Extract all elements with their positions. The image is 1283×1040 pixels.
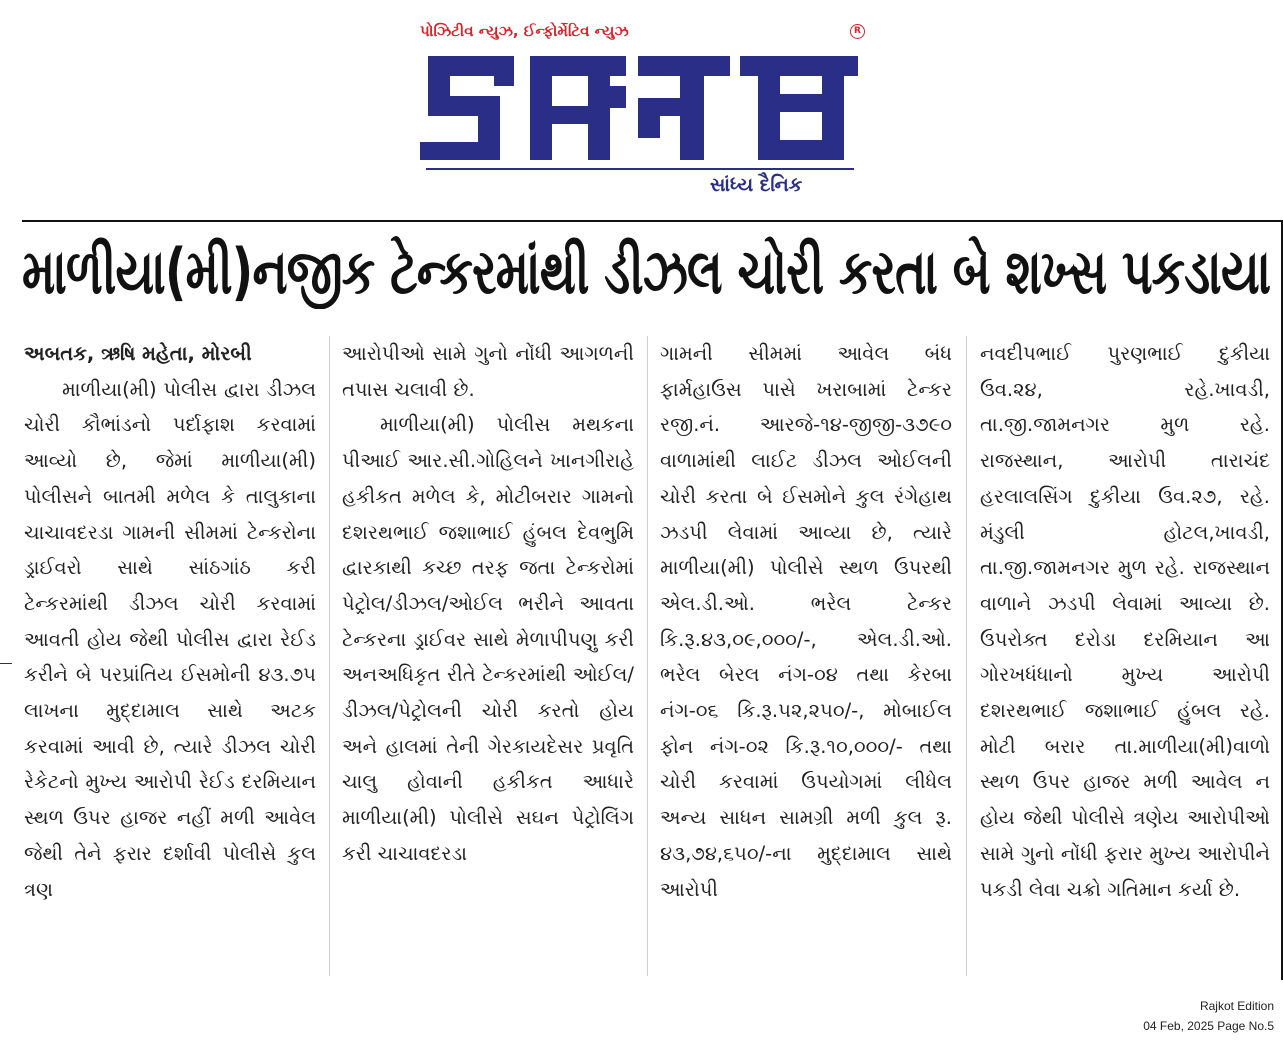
article-column-4 — [980, 336, 1270, 976]
article-headline: માળીયા(મી)નજીક ટેન્કરમાંથી ડીઝલ ચોરી કરતા બે શખ્સ પકડાયા — [22, 235, 1271, 308]
top-divider — [22, 220, 1283, 222]
article-column-2 — [342, 336, 634, 976]
page-footer — [1143, 996, 1274, 1036]
article-paragraph: આરોપીઓ સામે ગુનો નોંધી આગળની તપાસ ચલાવી છે. — [342, 342, 634, 401]
column-divider — [966, 336, 967, 976]
newspaper-logo — [418, 46, 860, 174]
edition-label: Rajkot Edition — [1199, 999, 1274, 1013]
article-column-1 — [24, 336, 316, 976]
masthead-tagline: પોઝિટીવ ન્યુઝ, ઈન્ફોર્મેટિવ ન્યુઝ — [420, 22, 629, 40]
article-paragraph: માળીયા(મી) પોલીસ દ્વારા ડીઝલ ચોરી કૌભાંડનો પર્દાફાશ કરવામાં આવ્યો છે, જેમાં માળીયા(મી) પોલીસને બાતમી મળેલ કે તાલુકાના ચાચાવદરડા ગામની સીમમાં ટેન્કરોના ડ્રાઈવરો સાથે સાંઠગાંઠ કરી ટેન્કરમાંથી ડીઝલ ચોરી કરવામાં આવતી હોય જેથી પોલીસ દ્વારા રેઈડ કરીને બે પરપ્રાંતિય ઈસમોની ૪૩.૭૫ લાખના મુદ્દામાલ સાથે અટક કરવામાં આવી છે, ત્યારે ડીઝલ ચોરી રેકેટનો મુખ્ય આરોપી રેઈડ દરમિયાન સ્થળ ઉપર હાજર નહીં મળી આવેલ જેથી તેને ફરાર દર્શાવી પોલીસે કુલ ત્રણ — [24, 377, 316, 901]
registered-mark-icon: R — [850, 24, 865, 39]
masthead-subtitle: સાંધ્ય દૈનિક — [710, 174, 803, 196]
article-paragraph: ગામની સીમમાં આવેલ બંધ ફાર્મહાઉસ પાસે ખરાબામાં ટેન્કર રજી.નં. આરજે-૧૪-જીજી-૩૭૯૦ વાળામાંથી લાઈટ ડીઝલ ઓઈલની ચોરી કરતા બે ઈસમોને કુલ રંગેહાથ ઝડપી લેવામાં આવ્યા છે, ત્યારે માળીયા(મી) પોલીસે સ્થળ ઉપરથી એલ.ડી.ઓ. ભરેલ ટેન્કર કિ.રૂ.૪૩,૦૯,૦૦૦/-, એલ.ડી.ઓ. ભરેલ બેરલ નંગ-૦૪ તથા કેરબા નંગ-૦૬ કિ.રૂ.૫૨,૨૫૦/-, મોબાઈલ ફોન નંગ-૦૨ કિ.રૂ.૧૦,૦૦૦/- તથા ચોરી કરવામાં ઉપયોગમાં લીધેલ અન્ય સાધન સામગ્રી મળી કુલ રૂ. ૪૩,૭૪,૬૫૦/-ના મુદ્દામાલ સાથે આરોપી — [660, 342, 952, 901]
masthead — [418, 18, 868, 208]
column-divider — [329, 336, 330, 976]
article-column-3 — [660, 336, 952, 976]
article-paragraph: નવદીપભાઈ પુરણભાઈ દુકીયા ઉવ.૨૪, રહે.ખાવડી, તા.જી.જામનગર મુળ રહે. રાજસ્થાન, આરોપી તારાચંદ હરલાલસિંગ દુકીયા ઉવ.૨૭, રહે. મંડુલી હોટલ,ખાવડી, તા.જી.જામનગર મુળ રહે. રાજસ્થાન વાળાને ઝડપી લેવામાં આવ્યા છે. ઉપરોક્ત દરોડા દરમિયાન આ ગોરખધંધાનો મુખ્ય આરોપી દશરથભાઈ જશાભાઈ હુંબલ રહે. મોટી બરાર તા.માળીયા(મી)વાળો સ્થળ ઉપર હાજર મળી આવેલ ન હોય જેથી પોલીસે ત્રણેય આરોપીઓ સામે ગુનો નોંધી ફરાર મુખ્ય આરોપીને પકડી લેવા ચક્રો ગતિમાન કર્યા છે. — [980, 342, 1270, 901]
article-dateline: અબતક, ઋષિ મહેતા, મોરબી — [24, 342, 252, 365]
page-edge-mark — [0, 663, 12, 664]
column-divider — [647, 336, 648, 976]
article-paragraph: માળીયા(મી) પોલીસ મથકના પીઆઈ આર.સી.ગોહિલને ખાનગીરાહે હકીકત મળેલ કે, મોટીબરાર ગામનો દશરથભાઈ જશાભાઈ હુંબલ દેવભુમિ દ્વારકાથી કચ્છ તરફ જતા ટેન્કરોમાં પેટ્રોલ/ડીઝલ/ઓઈલ ભરીને આવતા ટેન્કરના ડ્રાઈવર સાથે મેળાપીપણુ કરી અનઅધિકૃત રીતે ટેન્કરમાંથી ઓઈલ/ડીઝલ/પેટ્રોલની ચોરી કરતો હોય અને હાલમાં તેની ગેરકાયદેસર પ્રવૃતિ ચાલુ હોવાની હકીકત આધારે માળીયા(મી) પોલીસે સઘન પેટ્રોલિંગ કરી ચાચાવદરડા — [342, 413, 634, 865]
logo-underline — [426, 168, 854, 170]
date-page-label: 04 Feb, 2025 Page No.5 — [1143, 1019, 1274, 1033]
